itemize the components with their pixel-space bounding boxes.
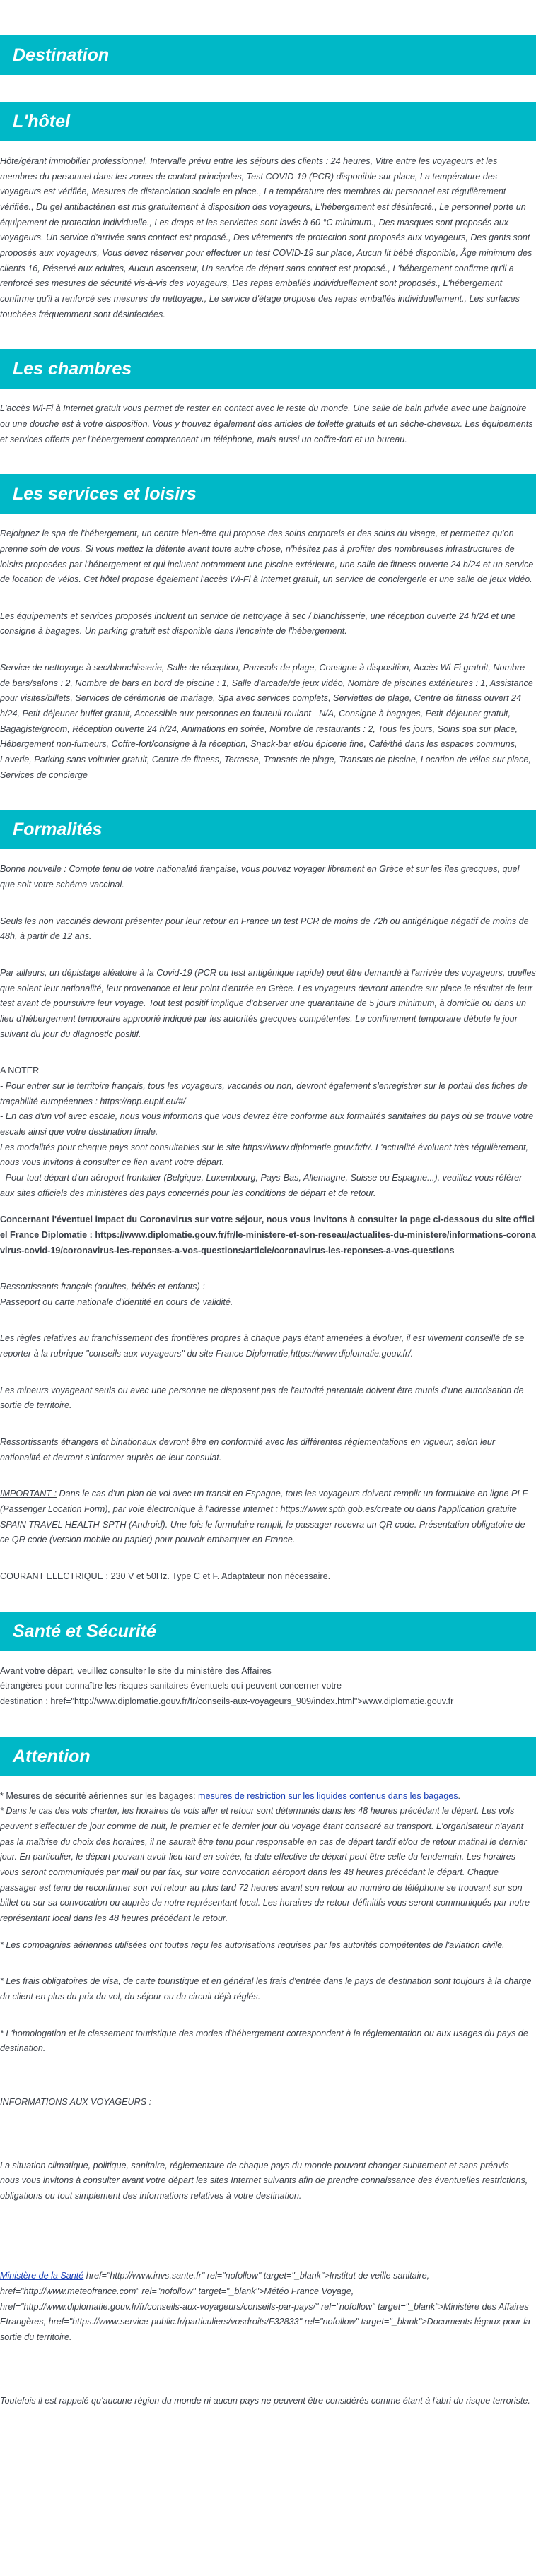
attention-fees: * Les frais obligatoires de visa, de carte touristique et en général les frais d'entrée dans le pays de destination sont toujours à la charge du client en plus du prix du vol, du séjour ou du circuit déjà réglés. xyxy=(0,1976,532,2002)
services-paragraph-1: Rejoignez le spa de l'hébergement, un centre bien-être qui propose des soins corporels et des soins du visage, et permettez qu'on prenne soin de vous. Si vous mettez la détente avant toute autre chose, n'hésitez pas à profiter des nombreuses infrastructures de loisirs proposées par l'hébergement et qui incluent notamment une piscine extérieure, une salle de fitness ouverte 24 h/24 et un service de location de vélos. Cet hôtel propose également l'accès Wi-Fi à Internet gratuit, un service de conciergerie et une salle de jeux vidéo. xyxy=(0,528,534,585)
residents-document: Passeport ou carte nationale d'identité en cours de validité. xyxy=(0,1296,233,1307)
formalities-paragraph-2: Seuls les non vaccinés devront présenter pour leur retour en France un test PCR de moins de 72h ou antigénique négatif de moins de 48h, à partir de 12 ans. xyxy=(0,916,529,942)
liquids-restriction-link[interactable]: mesures de restriction sur les liquides contenus dans les bagages xyxy=(198,1790,458,1801)
page xyxy=(0,35,536,2464)
coronavirus-impact: Concernant l'éventuel impact du Coronavirus sur votre séjour, nous vous invitons à consulter la page ci-dessous du site officiel France Diplomatie : https://www.diplomatie.gouv.fr/fr/le-ministere-et-son-reseau/actualites-du-ministere/informations-coronavirus-covid-19/coronavirus-les-reponses-a-vos-questions/article/coronavirus-les-reponses-a-vos-questions xyxy=(0,1215,536,1255)
foreigners-rules: Ressortissants étrangers et binationaux devront être en conformité avec les différentes réglementations en vigueur, selon leur nationalité et devront s'informer auprès de leur consulat. xyxy=(0,1437,496,1463)
hotel-body xyxy=(0,141,536,322)
section-rooms xyxy=(0,349,536,447)
important-label: IMPORTANT : xyxy=(0,1489,57,1499)
note-item-1: - Pour entrer sur le territoire français, tous les voyageurs, vaccinés ou non, devront également s'enregistrer sur le portail des fiches de traçabilité européennes : https://app.euplf.eu/#/ xyxy=(0,1080,528,1106)
traveler-info-1: La situation climatique, politique, sanitaire, réglementaire de chaque pays du monde pouvant changer subitement et sans préavis xyxy=(0,2160,509,2170)
hotel-text: Hôte/gérant immobilier professionnel, Intervalle prévu entre les séjours des clients : 24 heures, Vitre entre les voyageurs et les membres du personnel dans les zones de contact principales, Test COVID-19 (PCR) disponible sur place, La température des voyageurs est vérifiée, Mesures de distanciation sociale en place., La température des membres du personnel est régulièrement vérifiée., Du gel antibactérien est mis gratuitement à disposition des voyageurs, L'hébergement est désinfecté., Le personnel porte un équipement de protection individuelle., Les draps et les serviettes sont lavés à 60 °C minimum., Des masques sont proposés aux voyageurs. Un service d'arrivée sans contact est proposé., Des vêtements de protection sont proposés aux voyageurs, Des gants sont proposés aux voyageurs, Vous devez réserver pour effectuer un test COVID-19 sur place, Aucun lit bébé disponible, Âge minimum des clients 16, Réservé aux adultes, Aucun ascenseur, Un service de départ sans contact est proposé., L'hébergement confirme qu'il a renforcé ses mesures de sécurité vis-à-vis des voyageurs, Des repas emballés individuellement sont proposés., L'hébergement confirme qu'il a renforcé ses mesures de nettoyage., Le service d'étage propose des repas emballés individuellement., Les surfaces touchées fréquemment sont désinfectées. xyxy=(0,156,532,319)
health-ministry-link[interactable]: Ministère de la Santé xyxy=(0,2271,84,2281)
note-item-2: - En cas d'un vol avec escale, nous vous informons que vous devrez être conforme aux formalités sanitaires du pays où se trouve votre escale ainsi que votre destination finale. xyxy=(0,1111,534,1137)
traveler-info-2: nous vous invitons à consulter avant votre départ les sites Internet suivants afin de prendre connaissance des éventuelles restrictions, obligations ou tout simplement des informations relatives à votre destination. xyxy=(0,2175,528,2201)
formalities-body xyxy=(0,849,536,1584)
note-item-3: Les modalités pour chaque pays sont consultables sur le site https://www.diplomatie.gouv.fr/fr/. L'actualité évoluant très régulièrement, nous vous invitons à consulter ce lien avant votre départ. xyxy=(0,1142,528,1168)
formalities-paragraph-3: Par ailleurs, un dépistage aléatoire à la Covid-19 (PCR ou test antigénique rapide) peut être demandé à l'arrivée des voyageurs, quelles que soient leur nationalité, leur provenance et leur point d'entrée en Grèce. Les voyageurs devront attendre sur place le résultat de leur test avant de poursuivre leur voyage. Tout test positif implique d'observer une quarantaine de 5 jours minimum, à domicile ou dans un lieu d'hébergement temporaire approprié indiqué par les autorités grecques compétentes. Le confinement temporaire débute le jour suivant du jour du diagnostic positif. xyxy=(0,968,536,1039)
health-body xyxy=(0,1651,536,1710)
services-paragraph-3: Service de nettoyage à sec/blanchisserie, Salle de réception, Parasols de plage, Consigne à disposition, Accès Wi-Fi gratuit, Nombre de bars/salons : 2, Nombre de bars en bord de piscine : 1, Salle d'arcade/de jeux vidéo, Nombre de piscines extérieures : 1, Assistance pour visites/billets, Services de cérémonie de mariage, Spa avec services complets, Serviettes de plage, Centre de fitness ouvert 24 h/24, Petit-déjeuner buffet gratuit, Accessible aux personnes en fauteuil roulant - N/A, Consigne à bagages, Petit-déjeuner gratuit, Bagagiste/groom, Réception ouverte 24 h/24, Animations en soirée, Nombre de restaurants : 2, Tous les jours, Soins spa sur place, Hébergement non-fumeurs, Coffre-fort/consigne à la réception, Snack-bar et/ou épicerie fine, Café/thé dans les espaces communs, Laverie, Parking sans voiturier gratuit, Centre de fitness, Terrasse, Transats de plage, Transats de piscine, Location de vélos sur place, Services de concierge xyxy=(0,663,533,780)
section-destination xyxy=(0,35,536,75)
attention-body xyxy=(0,1776,536,2409)
important-text: Dans le cas d'un plan de vol avec un transit en Espagne, tous les voyageurs doivent remplir un formulaire en ligne PLF (Passenger Location Form), par voie électronique à l'adresse internet : https://www.spth.gob.es/create ou dans l'application gratuite SPAIN TRAVEL HEALTH-SPTH (Android). Une fois le formulaire rempli, le passager recevra un QR code. Présentation obligatoire de ce QR code (version mobile ou papier) pour pouvoir embarquer en France. xyxy=(0,1489,528,1545)
attention-charter: * Dans le cas des vols charter, les horaires de vols aller et retour sont déterminés dans les 48 heures précédant le départ. Les vols peuvent s'effectuer de jour comme de nuit, le premier et le dernier jour du voyage étant consacré au transport. L'organisateur n'ayant pas la maîtrise du choix des horaires, il ne saurait être tenu pour responsable en cas de départ tardif et/ou de retour matinal le dernier jour. En particulier, le départ pouvant avoir lieu tard en soirée, la date effective de départ peut être celle du lendemain. Les horaires vous seront communiqués par mail ou par fax, sur votre convocation aéroport dans les 48 heures précédant le départ. Chaque passager est tenu de reconfirmer son vol retour au plus tard 72 heures avant son retour au numéro de téléphone se trouvant sur son billet ou sur sa convocation ou auprès de notre représentant local. Les horaires de retour définitifs vous seront communiqués par notre représentant local dans les 48 heures précédant le retour. xyxy=(0,1806,530,1923)
traveler-info-title: INFORMATIONS AUX VOYAGEURS : xyxy=(0,2096,152,2107)
electric-current: COURANT ELECTRIQUE : 230 V et 50Hz. Type C et F. Adaptateur non nécessaire. xyxy=(0,1571,331,1582)
section-hotel xyxy=(0,102,536,322)
minors-rules: Les mineurs voyageant seuls ou avec une personne ne disposant pas de l'autorité parentale doivent être munis d'une autorisation de sortie de territoire. xyxy=(0,1385,524,1411)
borders-rules: Les règles relatives au franchissement des frontières propres à chaque pays étant amenées à évoluer, il est vivement conseillé de se reporter à la rubrique "conseils aux voyageurs" du site France Diplomatie,https://www.diplomatie.gouv.fr/. xyxy=(0,1333,525,1359)
section-services xyxy=(0,474,536,783)
section-formalities xyxy=(0,810,536,1584)
section-title-hotel: L'hôtel xyxy=(0,102,536,141)
useful-links-text: href="http://www.invs.sante.fr" rel="nofollow" target="_blank">Institut de veille sanitaire, href="http://www.meteofrance.com" rel="nofollow" target="_blank">Météo France Voyage, href="http://www.diplomatie.gouv.fr/fr/conseils-aux-voyageurs/conseils-par-pays/" rel="nofollow" target="_blank">Ministère des Affaires Etrangères, href="https://www.service-public.fr/particuliers/vosdroits/F32833" rel="nofollow" target="_blank">Documents légaux pour la sortie du territoire. xyxy=(0,2271,530,2343)
useful-links xyxy=(0,2269,536,2345)
baggage-suffix: . xyxy=(458,1790,461,1801)
terrorism-notice: Toutefois il est rappelé qu'aucune région du monde ni aucun pays ne peuvent être considérés comme étant à l'abri du risque terroriste. xyxy=(0,2395,530,2406)
health-line-1: Avant votre départ, veuillez consulter le site du ministère des Affaires xyxy=(0,1665,272,1676)
important-notice xyxy=(0,1487,536,1548)
section-title-destination: Destination xyxy=(0,35,536,75)
section-title-services: Les services et loisirs xyxy=(0,474,536,514)
attention-classification: * L'homologation et le classement touristique des modes d'hébergement correspondent à la réglementation ou aux usages du pays de destination. xyxy=(0,2028,528,2054)
section-title-health: Santé et Sécurité xyxy=(0,1612,536,1651)
section-health xyxy=(0,1612,536,1710)
note-item-4: - Pour tout départ d'un aéroport frontalier (Belgique, Luxembourg, Pays-Bas, Allemagne, Suisse ou Espagne...), veuillez vous référer aux sites officiels des ministères des pays concernés pour les conditions de départ et de retour. xyxy=(0,1172,523,1198)
services-body xyxy=(0,514,536,783)
attention-baggage xyxy=(0,1789,536,1804)
services-paragraph-2: Les équipements et services proposés incluent un service de nettoyage à sec / blanchisserie, une réception ouverte 24 h/24 et une consigne à bagages. Un parking gratuit est disponible dans l'enceinte de l'hébergement. xyxy=(0,610,516,637)
formalities-paragraph-1: Bonne nouvelle : Compte tenu de votre nationalité française, vous pouvez voyager librement en Grèce et sur les îles grecques, quel que soit votre schéma vaccinal. xyxy=(0,864,520,890)
section-attention xyxy=(0,1737,536,2409)
attention-airlines: * Les compagnies aériennes utilisées ont toutes reçu les autorisations requises par les autorités compétentes de l'aviation civile. xyxy=(0,1939,505,1950)
baggage-prefix: * Mesures de sécurité aériennes sur les bagages: xyxy=(0,1790,199,1801)
health-line-2: étrangères pour connaître les risques sanitaires éventuels qui peuvent concerner votre xyxy=(0,1681,342,1691)
rooms-text: L'accès Wi-Fi à Internet gratuit vous permet de rester en contact avec le reste du monde. Une salle de bain privée avec une baignoire ou une douche est à votre disposition. Vous y trouvez également des articles de toilette gratuits et un sèche-cheveux. Les équipements et services offerts par l'hébergement comprennent un téléphone, mais aussi un coffre-fort et un bureau. xyxy=(0,403,533,444)
rooms-body xyxy=(0,389,536,447)
note-title: A NOTER xyxy=(0,1065,40,1076)
section-title-attention: Attention xyxy=(0,1737,536,1776)
health-line-3: destination : href="http://www.diplomatie.gouv.fr/fr/conseils-aux-voyageurs_909/index.html">www.diplomatie.gouv.fr xyxy=(0,1696,454,1706)
section-title-rooms: Les chambres xyxy=(0,349,536,389)
residents-title: Ressortissants français (adultes, bébés et enfants) : xyxy=(0,1282,205,1292)
section-title-formalities: Formalités xyxy=(0,810,536,849)
